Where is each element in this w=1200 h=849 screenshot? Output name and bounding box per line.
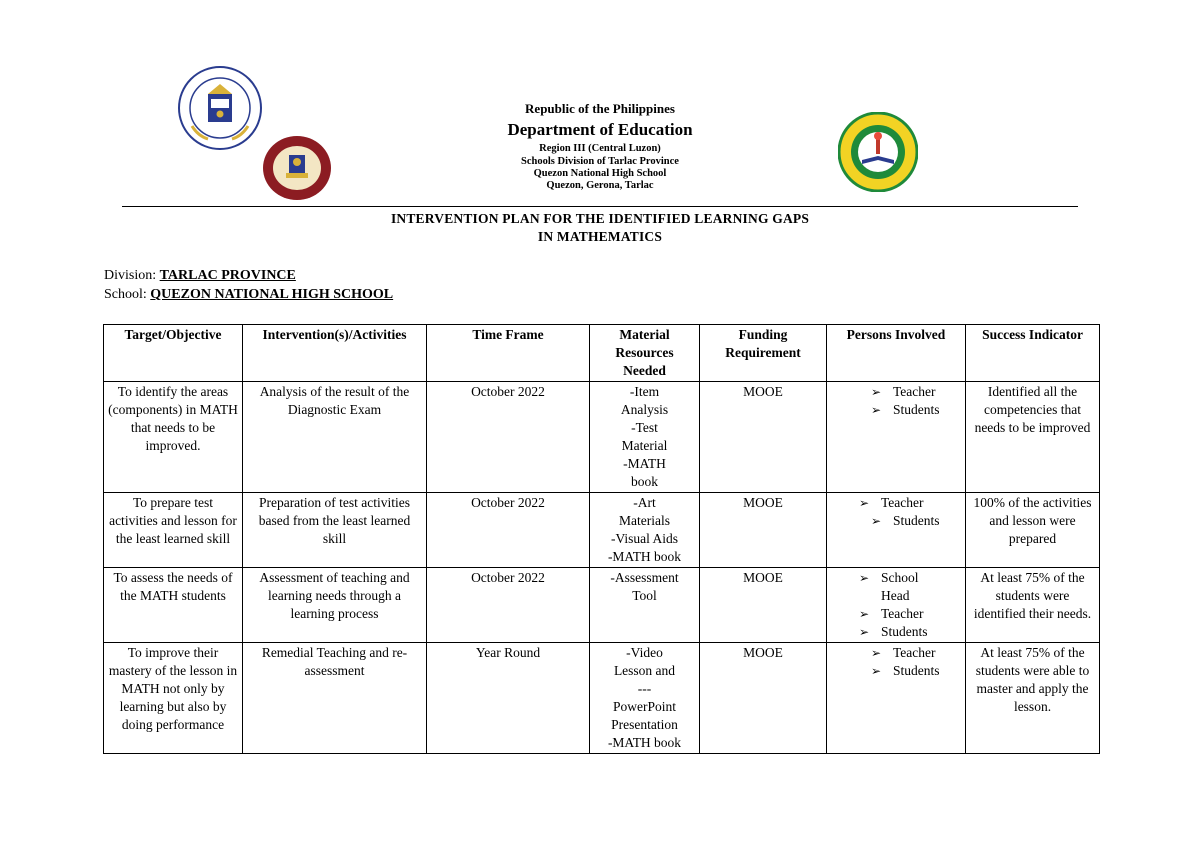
materials-cell: -Art Materials -Visual Aids -MATH book <box>590 493 700 568</box>
arrow-bullet-icon: ➢ <box>859 571 870 585</box>
qnhs-seal-logo <box>838 112 918 192</box>
materials-cell: -Item Analysis -Test Material -MATH book <box>590 382 700 493</box>
indicator-cell: At least 75% of the students were identified their needs. <box>966 568 1100 643</box>
person-item: ➢ Teacher <box>859 495 924 510</box>
activities-cell: Preparation of test activities based from the least learned skill <box>243 493 427 568</box>
persons-cell <box>827 382 966 493</box>
person-item: ➢ Teacher <box>871 384 936 399</box>
activities-cell: Remedial Teaching and re-assessment <box>243 643 427 754</box>
funding-cell: MOOE <box>700 493 827 568</box>
letterhead <box>400 102 800 192</box>
department-line: Department of Education <box>507 119 693 139</box>
address-line: Quezon, Gerona, Tarlac <box>546 179 654 191</box>
person-item: ➢ Students <box>871 663 940 678</box>
time-frame-cell: October 2022 <box>427 382 590 493</box>
header-funding: Funding Requirement <box>700 325 827 382</box>
arrow-bullet-icon: ➢ <box>859 625 870 639</box>
division-value: TARLAC PROVINCE <box>159 268 296 283</box>
table-row <box>104 382 1100 493</box>
header-interventions: Intervention(s)/Activities <box>243 325 427 382</box>
person-item: ➢ Students <box>859 624 928 639</box>
table-header-row <box>104 325 1100 382</box>
activities-cell: Analysis of the result of the Diagnostic Exam <box>243 382 427 493</box>
header-material-resources: Material Resources Needed <box>590 325 700 382</box>
arrow-bullet-icon: ➢ <box>871 514 882 528</box>
objective-cell: To assess the needs of the MATH students <box>104 568 243 643</box>
region-line: Region III (Central Luzon) <box>539 143 661 155</box>
sdo-tarlac-seal-logo <box>262 135 332 201</box>
persons-cell <box>827 643 966 754</box>
division-field <box>104 268 296 284</box>
funding-cell: MOOE <box>700 382 827 493</box>
objective-cell: To improve their mastery of the lesson in MATH not only by learning but also by doing performance <box>104 643 243 754</box>
person-item: ➢ Students <box>871 513 940 528</box>
person-item: ➢ Students <box>871 402 940 417</box>
materials-cell: -Assessment Tool <box>590 568 700 643</box>
arrow-bullet-icon: ➢ <box>859 496 870 510</box>
indicator-cell: 100% of the activities and lesson were prepared <box>966 493 1100 568</box>
title-line-2: IN MATHEMATICS <box>537 229 663 244</box>
time-frame-cell: Year Round <box>427 643 590 754</box>
title-line-1: INTERVENTION PLAN FOR THE IDENTIFIED LEARNING GAPS <box>390 211 810 226</box>
objective-cell: To prepare test activities and lesson for the least learned skill <box>104 493 243 568</box>
table-row <box>104 643 1100 754</box>
deped-seal-logo <box>178 66 262 150</box>
school-label: School: <box>104 287 151 302</box>
header-target-objective: Target/Objective <box>104 325 243 382</box>
header-success-indicator: Success Indicator <box>966 325 1100 382</box>
time-frame-cell: October 2022 <box>427 493 590 568</box>
table-row <box>104 493 1100 568</box>
funding-cell: MOOE <box>700 643 827 754</box>
arrow-bullet-icon: ➢ <box>859 607 870 621</box>
school-value: QUEZON NATIONAL HIGH SCHOOL <box>150 287 394 302</box>
school-field <box>104 287 393 303</box>
arrow-bullet-icon: ➢ <box>871 385 882 399</box>
arrow-bullet-icon: ➢ <box>871 646 882 660</box>
arrow-bullet-icon: ➢ <box>871 403 882 417</box>
header-time-frame: Time Frame <box>427 325 590 382</box>
indicator-cell: Identified all the competencies that needs to be improved <box>966 382 1100 493</box>
school-line: Quezon National High School <box>533 167 667 179</box>
persons-cell <box>827 568 966 643</box>
table-row <box>104 568 1100 643</box>
indicator-cell: At least 75% of the students were able to master and apply the lesson. <box>966 643 1100 754</box>
funding-cell: MOOE <box>700 568 827 643</box>
document-title <box>300 210 900 246</box>
intervention-plan-table <box>103 324 1100 754</box>
materials-cell: -Video Lesson and --- PowerPoint Presentation -MATH book <box>590 643 700 754</box>
division-label: Division: <box>104 268 160 283</box>
person-item: ➢ Teacher <box>871 645 936 660</box>
republic-line: Republic of the Philippines <box>525 101 675 116</box>
person-item: ➢ School Head <box>859 570 919 603</box>
objective-cell: To identify the areas (components) in MATH that needs to be improved. <box>104 382 243 493</box>
time-frame-cell: October 2022 <box>427 568 590 643</box>
division-line: Schools Division of Tarlac Province <box>521 155 679 167</box>
activities-cell: Assessment of teaching and learning needs through a learning process <box>243 568 427 643</box>
header-divider <box>122 206 1078 207</box>
arrow-bullet-icon: ➢ <box>871 664 882 678</box>
person-item: ➢ Teacher <box>859 606 924 621</box>
header-persons-involved: Persons Involved <box>827 325 966 382</box>
persons-cell <box>827 493 966 568</box>
